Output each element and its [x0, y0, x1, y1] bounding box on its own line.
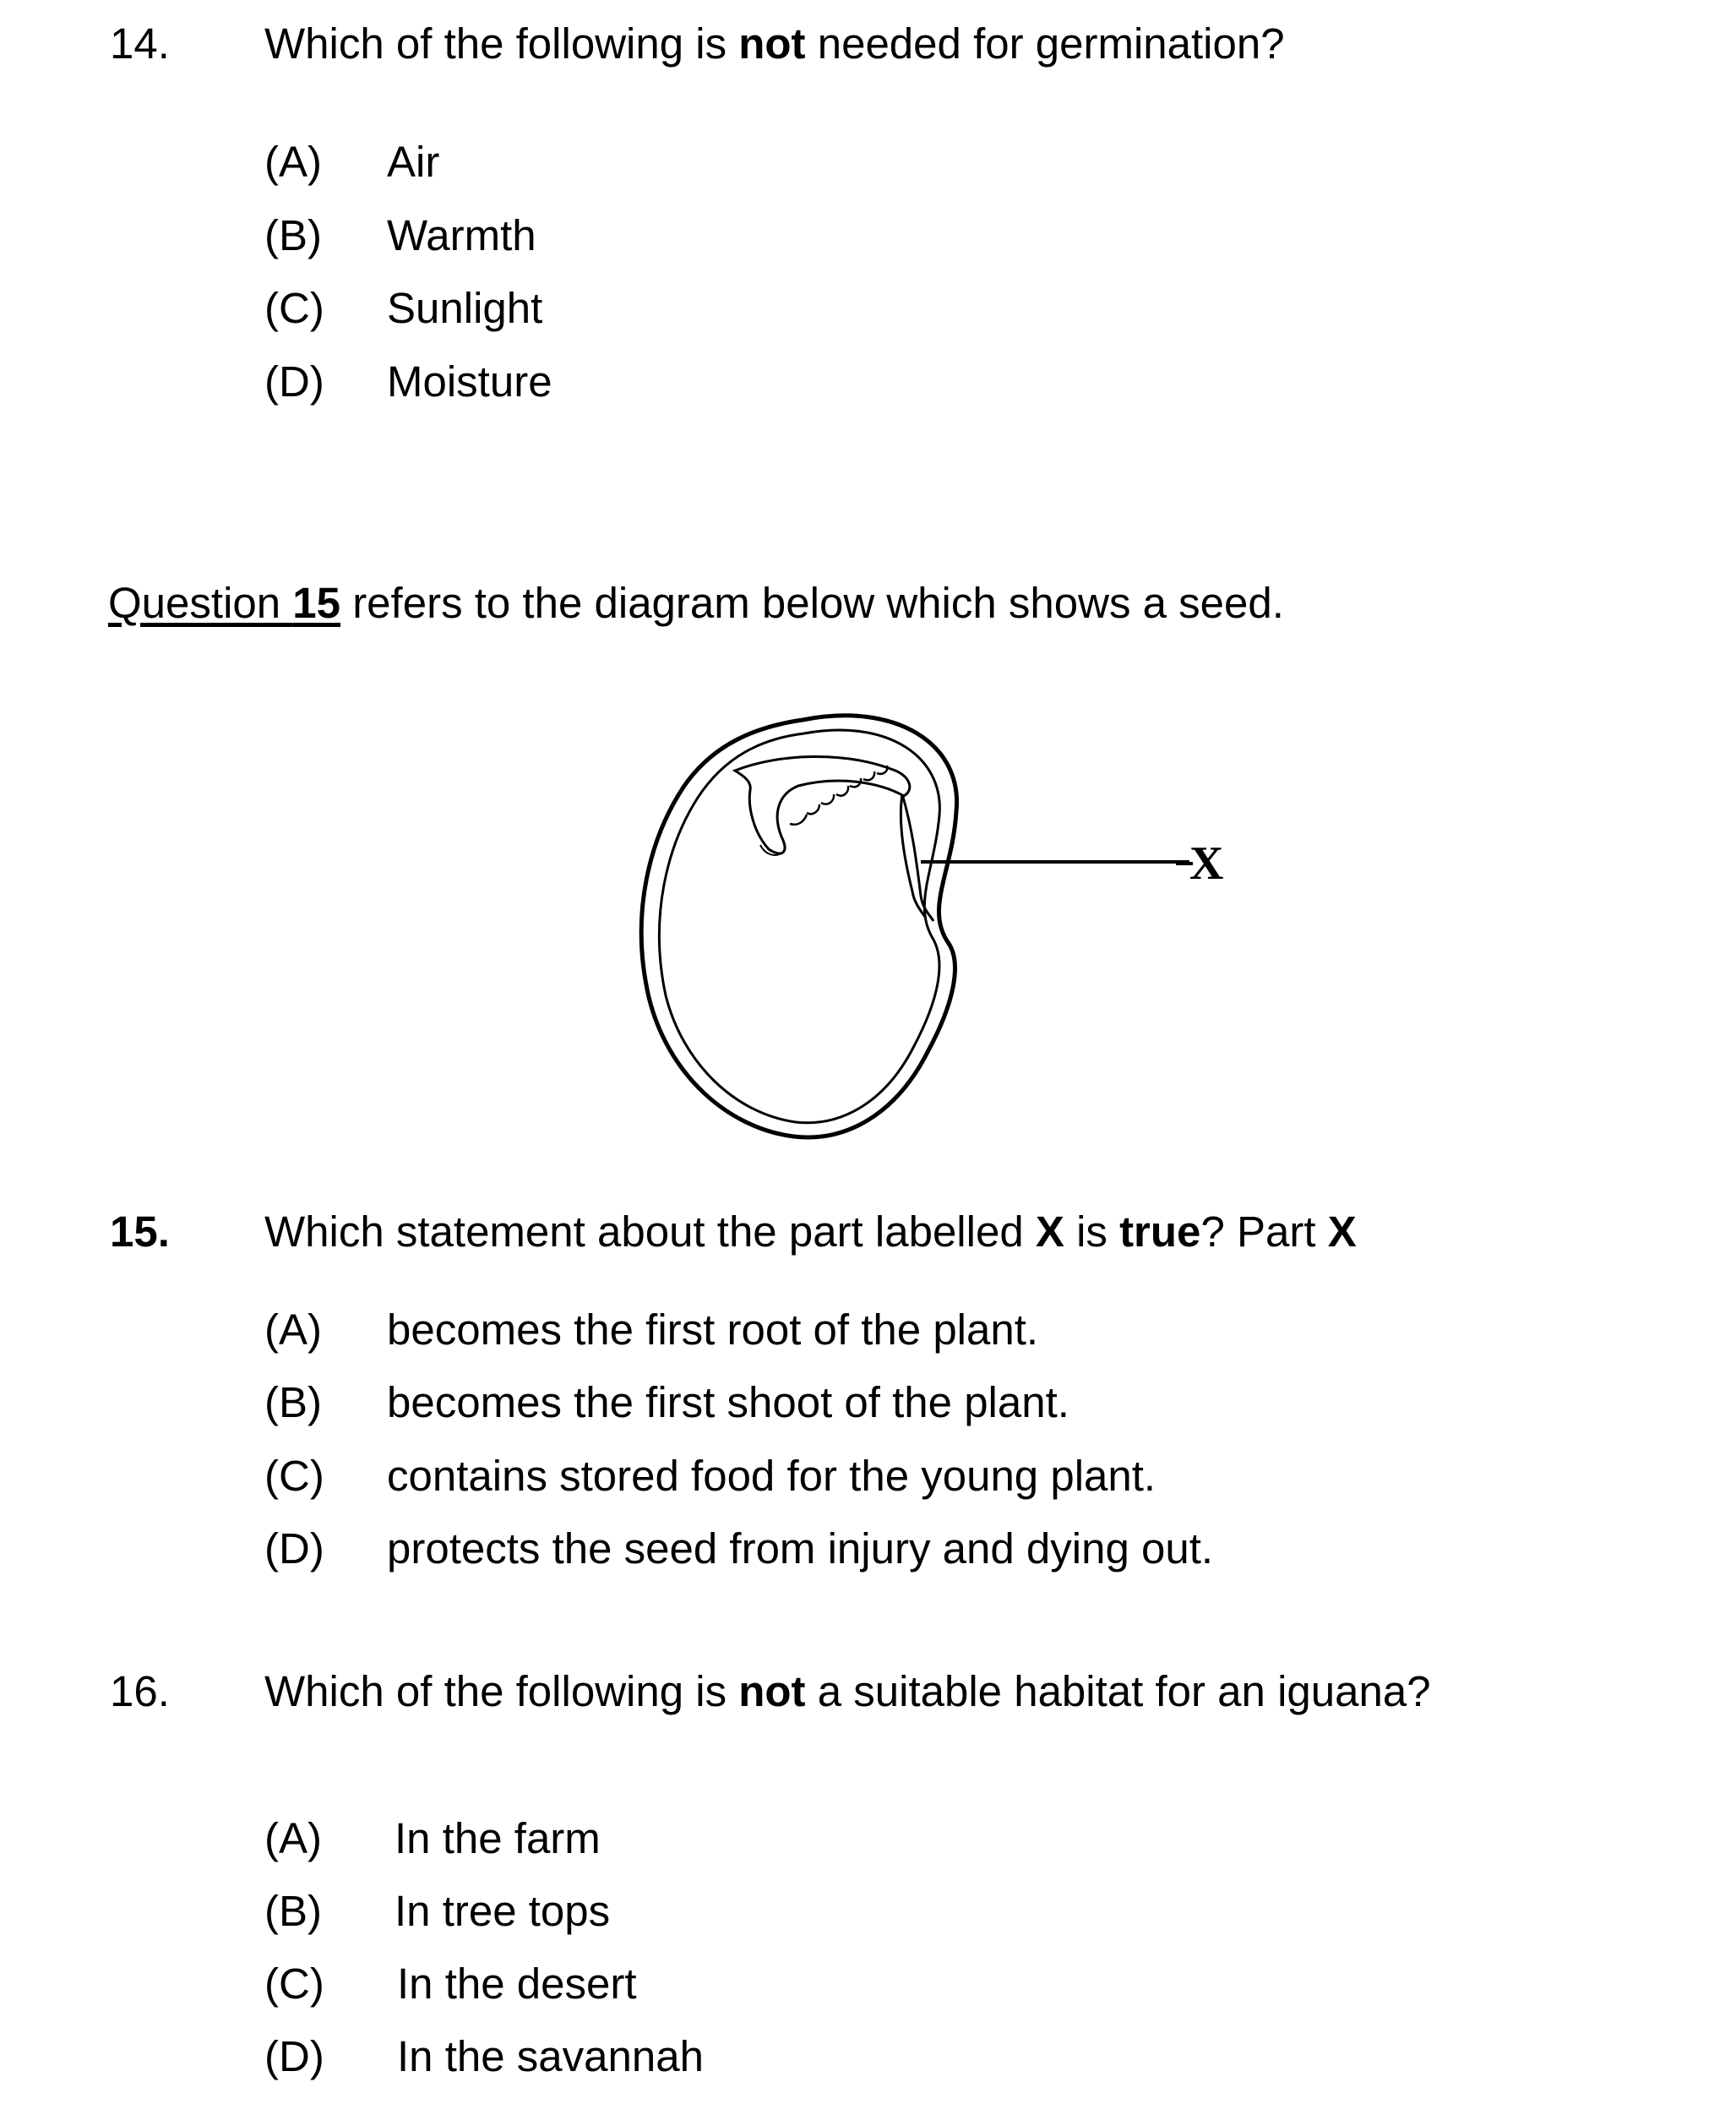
- q15-option-a-text: becomes the first root of the plant.: [387, 1305, 1039, 1354]
- q15-intro-prefix: Question: [108, 579, 293, 627]
- q15-stem-part: ? Part: [1200, 1207, 1328, 1256]
- q16-option-b-letter: (B): [264, 1887, 322, 1935]
- q16-option-b-text: In tree tops: [395, 1887, 611, 1935]
- q16-option-d-letter: (D): [264, 2032, 324, 2080]
- q15-stem-x: X: [1035, 1207, 1064, 1256]
- q15-option-c-text: contains stored food for the young plant.: [387, 1452, 1156, 1500]
- seed-coat-outer: [641, 716, 956, 1137]
- q15-intro-number: 15: [292, 579, 341, 627]
- q15-number: [110, 1207, 170, 1257]
- q15-option-a-letter: (A): [264, 1305, 322, 1354]
- q14-number: 14.: [110, 19, 170, 68]
- q14-option-a-text: Air: [387, 138, 440, 186]
- q14-option-d-text: Moisture: [387, 357, 552, 406]
- q16-option-c-letter: (C): [264, 1960, 324, 2008]
- seed-diagram: [625, 701, 1267, 1158]
- q14-stem-part: Which of the following is: [264, 19, 739, 68]
- q16-option-a-letter: (A): [264, 1814, 322, 1862]
- q16-stem: [264, 1666, 1431, 1717]
- q15-intro: [108, 578, 1284, 629]
- q15-option-d-letter: (D): [264, 1524, 324, 1573]
- q15-intro-rest: refers to the diagram below which shows a seed.: [340, 579, 1284, 627]
- q14-stem-emphasis: not: [738, 19, 806, 68]
- q14-option-c-letter: (C): [264, 284, 324, 332]
- q14-option-c-text: Sunlight: [387, 284, 543, 332]
- q14-option-a-letter: (A): [264, 138, 322, 186]
- seed-coat-inner: [659, 730, 939, 1123]
- q16-stem-part: Which of the following is: [264, 1667, 739, 1715]
- q14-stem-part: needed for germination?: [805, 19, 1285, 68]
- q16-number: 16.: [110, 1667, 170, 1715]
- q16-option-c-text: In the desert: [397, 1960, 637, 2008]
- q15-stem-part: Which statement about the part labelled: [264, 1207, 1036, 1256]
- q15-number-text: 15.: [110, 1207, 170, 1256]
- plumule-ridges: [790, 766, 887, 825]
- q15-intro-underlined: [108, 579, 340, 627]
- q14-option-d-letter: (D): [264, 357, 324, 406]
- q16-option-a-text: In the farm: [395, 1814, 601, 1862]
- q16-stem-part: a suitable habitat for an iguana?: [805, 1667, 1431, 1715]
- q15-option-b-text: becomes the first shoot of the plant.: [387, 1378, 1069, 1426]
- q15-option-b-letter: (B): [264, 1378, 322, 1426]
- q14-option-b-letter: (B): [264, 211, 322, 259]
- q15-option-d-text: protects the seed from injury and dying out.: [387, 1524, 1214, 1573]
- plumule: [735, 756, 910, 853]
- q15-option-c-letter: (C): [264, 1452, 324, 1500]
- q14-option-b-text: Warmth: [387, 211, 536, 259]
- q15-stem-part: is: [1064, 1207, 1120, 1256]
- radicle: [901, 794, 933, 921]
- q16-stem-emphasis: not: [738, 1667, 806, 1715]
- q14-stem: [264, 19, 1285, 69]
- q15-stem-x2: X: [1327, 1207, 1357, 1256]
- q16-option-d-text: In the savannah: [397, 2032, 704, 2080]
- q15-stem: [264, 1207, 1357, 1257]
- q15-stem-true: true: [1119, 1207, 1201, 1256]
- label-x: X: [1189, 837, 1224, 890]
